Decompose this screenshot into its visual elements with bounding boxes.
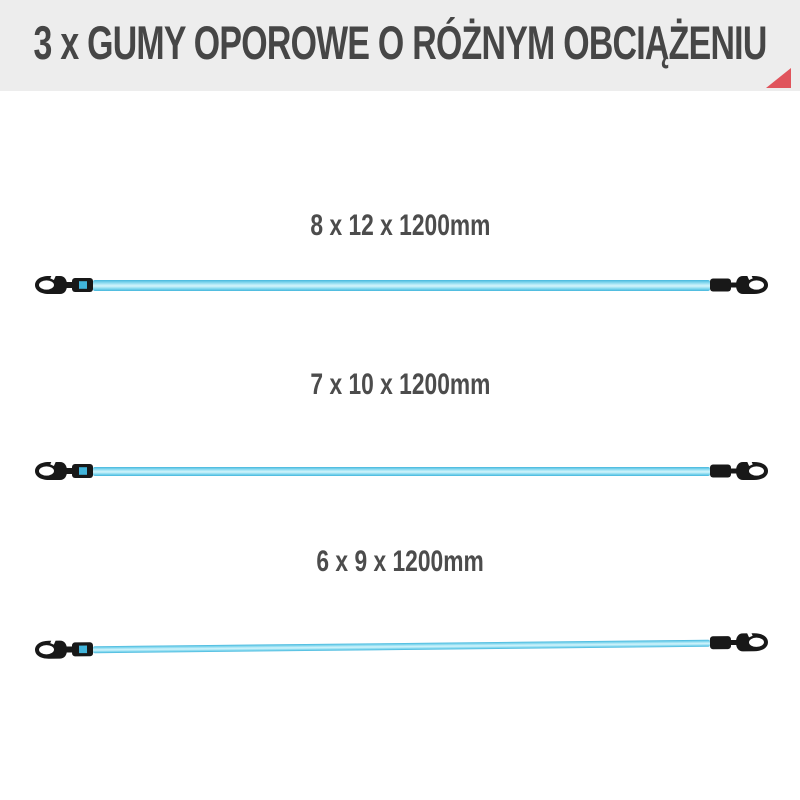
page-title: 3 x GUMY OPOROWE O RÓŻNYM OBCIĄŻENIU xyxy=(33,16,767,69)
band-3-size-text: 6 x 9 x 1200mm xyxy=(316,545,484,578)
header-banner xyxy=(0,0,800,91)
carabiner-hook-left-icon xyxy=(33,636,95,663)
carabiner-hook-right-icon xyxy=(708,272,770,298)
band-3-graphic xyxy=(33,629,770,663)
band-2-graphic xyxy=(33,458,770,484)
carabiner-hook-right-icon xyxy=(708,458,770,484)
carabiner-hook-left-icon xyxy=(33,458,95,484)
corner-triangle-icon xyxy=(766,68,791,88)
band-2-size-label xyxy=(0,369,800,401)
band-1-graphic xyxy=(33,272,770,298)
band-1-size-label xyxy=(0,210,800,242)
band-3-size-label xyxy=(0,546,800,578)
band-3-cord xyxy=(93,639,710,652)
band-2-cord xyxy=(93,467,710,476)
carabiner-hook-right-icon xyxy=(708,629,770,656)
band-2-size-text: 7 x 10 x 1200mm xyxy=(309,368,490,401)
band-1-size-text: 8 x 12 x 1200mm xyxy=(309,209,490,242)
band-1-cord xyxy=(93,280,710,291)
carabiner-hook-left-icon xyxy=(33,272,95,298)
